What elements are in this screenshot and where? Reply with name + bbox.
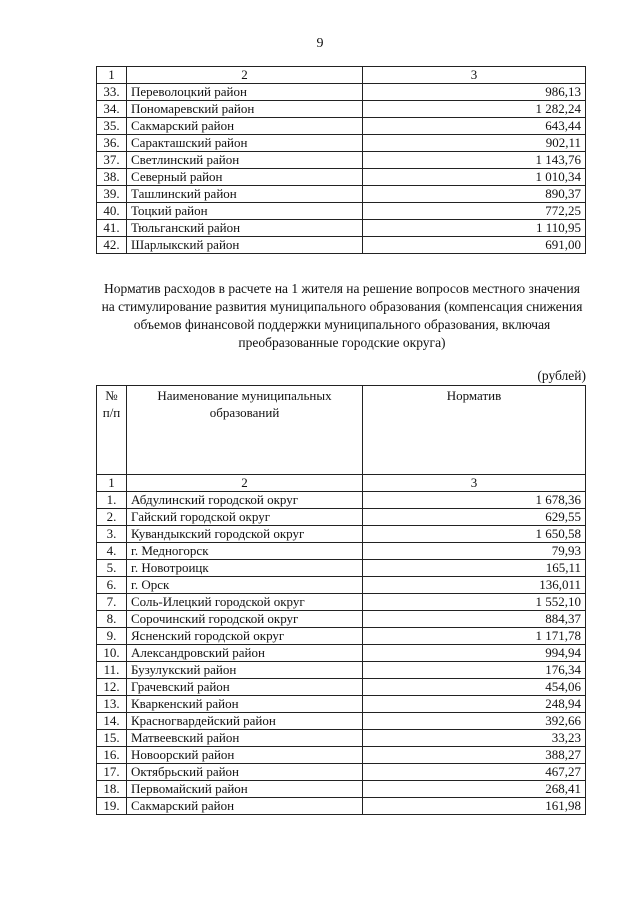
section-heading: Норматив расходов в расчете на 1 жителя на решение вопросов местного значения на стимулирование развития муниципального образования (компенсация снижения объемов финансовой поддержки муниципального образования, включая преобразованные городские округа) (101, 281, 583, 350)
row-number: 15. (97, 730, 127, 747)
row-number: 9. (97, 628, 127, 645)
table-row (97, 781, 586, 798)
row-value: 176,34 (363, 662, 586, 679)
row-number: 11. (97, 662, 127, 679)
row-number: 16. (97, 747, 127, 764)
row-number: 17. (97, 764, 127, 781)
row-name: Ясненский городской округ (127, 628, 363, 645)
row-value: 1 678,36 (363, 492, 586, 509)
row-number: 38. (97, 169, 127, 186)
row-name: Первомайский район (127, 781, 363, 798)
table-row (97, 696, 586, 713)
row-name: Кваркенский район (127, 696, 363, 713)
row-value: 268,41 (363, 781, 586, 798)
table-row (97, 509, 586, 526)
table-row (97, 560, 586, 577)
row-name: Шарлыкский район (127, 237, 363, 254)
row-number: 40. (97, 203, 127, 220)
row-name: Матвеевский район (127, 730, 363, 747)
row-number: 19. (97, 798, 127, 815)
row-number: 36. (97, 135, 127, 152)
row-name: Александровский район (127, 645, 363, 662)
column-number-cell: 2 (127, 67, 363, 84)
table-row (97, 747, 586, 764)
table-row (97, 798, 586, 815)
table-row (97, 118, 586, 135)
table-row (97, 577, 586, 594)
table-row (97, 186, 586, 203)
header-name: Наименование муниципальных образований (127, 386, 363, 475)
table-continued (96, 66, 586, 254)
column-number-cell: 3 (363, 475, 586, 492)
row-name: г. Медногорск (127, 543, 363, 560)
row-number: 1. (97, 492, 127, 509)
table-row (97, 220, 586, 237)
row-number: 12. (97, 679, 127, 696)
table-row (97, 237, 586, 254)
row-number: 39. (97, 186, 127, 203)
row-value: 136,011 (363, 577, 586, 594)
table-row (97, 594, 586, 611)
row-number: 42. (97, 237, 127, 254)
row-name: Северный район (127, 169, 363, 186)
row-value: 994,94 (363, 645, 586, 662)
row-number: 5. (97, 560, 127, 577)
row-value: 884,37 (363, 611, 586, 628)
row-name: Тюльганский район (127, 220, 363, 237)
row-value: 79,93 (363, 543, 586, 560)
row-value: 1 010,34 (363, 169, 586, 186)
table-row (97, 713, 586, 730)
row-number: 4. (97, 543, 127, 560)
column-number-cell: 3 (363, 67, 586, 84)
row-value: 454,06 (363, 679, 586, 696)
column-number-cell: 2 (127, 475, 363, 492)
row-value: 392,66 (363, 713, 586, 730)
row-value: 1 650,58 (363, 526, 586, 543)
row-name: Гайский городской округ (127, 509, 363, 526)
row-name: Сакмарский район (127, 118, 363, 135)
row-name: Новоорский район (127, 747, 363, 764)
row-name: Бузулукский район (127, 662, 363, 679)
table-row (97, 84, 586, 101)
row-name: Ташлинский район (127, 186, 363, 203)
row-value: 467,27 (363, 764, 586, 781)
row-number: 10. (97, 645, 127, 662)
row-number: 3. (97, 526, 127, 543)
header-normative: Норматив (363, 386, 586, 475)
row-value: 629,55 (363, 509, 586, 526)
row-value: 1 110,95 (363, 220, 586, 237)
row-value: 248,94 (363, 696, 586, 713)
row-number: 35. (97, 118, 127, 135)
row-value: 890,37 (363, 186, 586, 203)
row-number: 18. (97, 781, 127, 798)
table-column-numbers (97, 67, 586, 84)
row-value: 165,11 (363, 560, 586, 577)
row-number: 33. (97, 84, 127, 101)
row-name: г. Орск (127, 577, 363, 594)
row-name: Светлинский район (127, 152, 363, 169)
table-row (97, 543, 586, 560)
row-value: 902,11 (363, 135, 586, 152)
table-row (97, 101, 586, 118)
row-name: Абдулинский городской округ (127, 492, 363, 509)
row-value: 772,25 (363, 203, 586, 220)
column-number-cell: 1 (97, 67, 127, 84)
row-number: 7. (97, 594, 127, 611)
row-name: Саракташский район (127, 135, 363, 152)
row-number: 8. (97, 611, 127, 628)
table-row (97, 492, 586, 509)
row-value: 388,27 (363, 747, 586, 764)
table-header-row (97, 386, 586, 475)
row-number: 13. (97, 696, 127, 713)
row-value: 33,23 (363, 730, 586, 747)
normative-table (96, 385, 586, 815)
row-name: Тоцкий район (127, 203, 363, 220)
row-value: 1 171,78 (363, 628, 586, 645)
row-name: Пономаревский район (127, 101, 363, 118)
table-row (97, 203, 586, 220)
column-number-cell: 1 (97, 475, 127, 492)
table-row (97, 152, 586, 169)
table-row (97, 611, 586, 628)
row-name: Красногвардейский район (127, 713, 363, 730)
row-name: Октябрьский район (127, 764, 363, 781)
row-name: Переволоцкий район (127, 84, 363, 101)
row-name: Кувандыкский городской округ (127, 526, 363, 543)
row-number: 6. (97, 577, 127, 594)
row-value: 986,13 (363, 84, 586, 101)
row-name: г. Новотроицк (127, 560, 363, 577)
row-value: 643,44 (363, 118, 586, 135)
page-number: 9 (316, 36, 324, 51)
table-row (97, 662, 586, 679)
row-name: Соль-Илецкий городской округ (127, 594, 363, 611)
row-name: Сорочинский городской округ (127, 611, 363, 628)
row-number: 41. (97, 220, 127, 237)
row-name: Грачевский район (127, 679, 363, 696)
table-row (97, 764, 586, 781)
units-label: (рублей) (537, 368, 586, 383)
table-row (97, 135, 586, 152)
table-row (97, 679, 586, 696)
row-name: Сакмарский район (127, 798, 363, 815)
row-value: 1 282,24 (363, 101, 586, 118)
header-number: № п/п (97, 386, 127, 475)
row-value: 161,98 (363, 798, 586, 815)
table-row (97, 526, 586, 543)
table-row (97, 628, 586, 645)
table-column-numbers (97, 475, 586, 492)
table-row (97, 169, 586, 186)
table-row (97, 645, 586, 662)
row-number: 2. (97, 509, 127, 526)
table-row (97, 730, 586, 747)
row-value: 1 143,76 (363, 152, 586, 169)
row-value: 1 552,10 (363, 594, 586, 611)
row-number: 34. (97, 101, 127, 118)
row-number: 14. (97, 713, 127, 730)
row-number: 37. (97, 152, 127, 169)
row-value: 691,00 (363, 237, 586, 254)
